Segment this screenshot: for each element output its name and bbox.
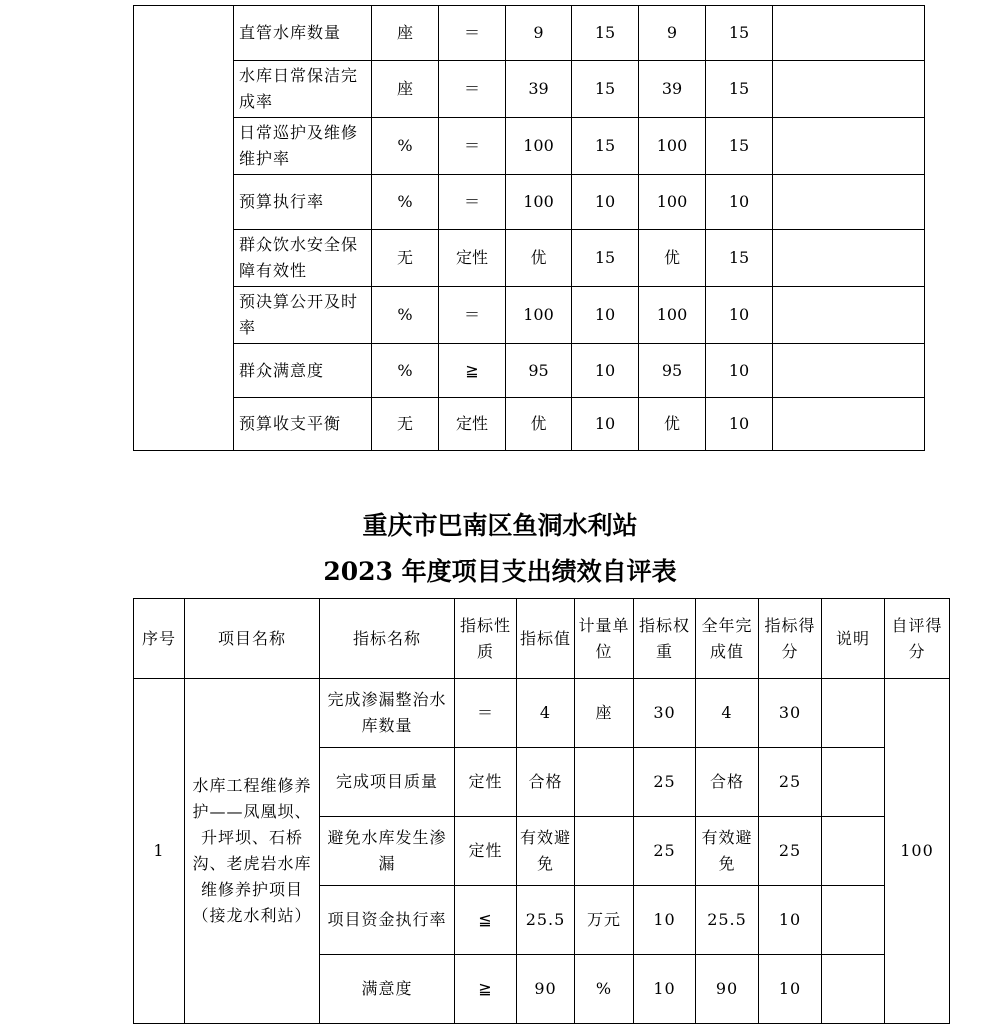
indicator-name: 避免水库发生渗漏	[320, 817, 455, 886]
note-cell	[773, 287, 925, 344]
note-cell	[773, 230, 925, 287]
table-row	[134, 398, 925, 451]
nature-cell: ＝	[439, 175, 506, 230]
weight-cell: 10	[634, 955, 696, 1024]
header-actual: 全年完成值	[696, 599, 759, 679]
note-cell	[773, 6, 925, 61]
nature-cell: 定性	[439, 230, 506, 287]
merged-category-cell	[134, 6, 234, 451]
unit-cell: 座	[575, 679, 634, 748]
header-project: 项目名称	[185, 599, 320, 679]
table-row	[134, 118, 925, 175]
unit-cell: %	[372, 344, 439, 398]
nature-cell: ＝	[439, 118, 506, 175]
nature-cell: 定性	[455, 817, 517, 886]
header-value: 指标值	[517, 599, 575, 679]
target-cell: 100	[506, 175, 572, 230]
nature-cell: ≧	[439, 344, 506, 398]
document-title: 重庆市巴南区鱼洞水利站	[362, 511, 638, 540]
header-note: 说明	[822, 599, 885, 679]
indicator-name: 日常巡护及维修维护率	[234, 118, 372, 175]
weight-cell: 15	[572, 230, 639, 287]
score-cell: 15	[706, 6, 773, 61]
indicator-name: 直管水库数量	[234, 6, 372, 61]
indicator-name: 预算收支平衡	[234, 398, 372, 451]
weight-cell: 10	[572, 398, 639, 451]
score-cell: 15	[706, 118, 773, 175]
indicator-name: 群众满意度	[234, 344, 372, 398]
unit-cell	[575, 817, 634, 886]
table-row	[134, 287, 925, 344]
weight-cell: 15	[572, 118, 639, 175]
value-cell: 25.5	[517, 886, 575, 955]
weight-cell: 10	[572, 175, 639, 230]
value-cell: 有效避免	[517, 817, 575, 886]
score-cell: 30	[759, 679, 822, 748]
value-cell: 合格	[517, 748, 575, 817]
target-cell: 95	[506, 344, 572, 398]
value-cell: 90	[517, 955, 575, 1024]
actual-cell: 4	[696, 679, 759, 748]
actual-cell: 合格	[696, 748, 759, 817]
actual-cell: 100	[639, 118, 706, 175]
weight-cell: 25	[634, 817, 696, 886]
actual-cell: 优	[639, 230, 706, 287]
unit-cell: %	[575, 955, 634, 1024]
weight-cell: 15	[572, 6, 639, 61]
nature-cell: ＝	[439, 61, 506, 118]
weight-cell: 30	[634, 679, 696, 748]
indicator-name: 完成渗漏整治水库数量	[320, 679, 455, 748]
score-cell: 15	[706, 61, 773, 118]
nature-cell: ＝	[439, 6, 506, 61]
score-cell: 10	[759, 886, 822, 955]
nature-cell: 定性	[455, 748, 517, 817]
actual-cell: 9	[639, 6, 706, 61]
indicator-name: 完成项目质量	[320, 748, 455, 817]
unit-cell: 无	[372, 230, 439, 287]
actual-cell: 39	[639, 61, 706, 118]
weight-cell: 25	[634, 748, 696, 817]
weight-cell: 10	[634, 886, 696, 955]
nature-cell: ≧	[455, 955, 517, 1024]
indicator-name: 项目资金执行率	[320, 886, 455, 955]
table-row	[134, 679, 950, 748]
unit-cell: 座	[372, 6, 439, 61]
indicator-name: 满意度	[320, 955, 455, 1024]
value-cell: 4	[517, 679, 575, 748]
table-row	[134, 175, 925, 230]
header-unit: 计量单位	[575, 599, 634, 679]
unit-cell	[575, 748, 634, 817]
score-cell: 10	[706, 175, 773, 230]
unit-cell: 座	[372, 61, 439, 118]
unit-cell: %	[372, 287, 439, 344]
actual-cell: 90	[696, 955, 759, 1024]
target-cell: 优	[506, 230, 572, 287]
weight-cell: 10	[572, 344, 639, 398]
document-subtitle: 2023 年度项目支出绩效自评表	[323, 557, 677, 586]
table-row	[134, 61, 925, 118]
header-nature: 指标性质	[455, 599, 517, 679]
top-indicator-table	[133, 5, 925, 451]
nature-cell: 定性	[439, 398, 506, 451]
actual-cell: 有效避免	[696, 817, 759, 886]
actual-cell: 优	[639, 398, 706, 451]
note-cell	[822, 679, 885, 748]
table-row	[134, 344, 925, 398]
score-cell: 10	[706, 398, 773, 451]
note-cell	[822, 748, 885, 817]
header-self-score: 自评得分	[885, 599, 950, 679]
actual-cell: 95	[639, 344, 706, 398]
self-score-cell: 100	[885, 679, 950, 1024]
unit-cell: 无	[372, 398, 439, 451]
score-cell: 15	[706, 230, 773, 287]
actual-cell: 100	[639, 287, 706, 344]
note-cell	[773, 175, 925, 230]
unit-cell: 万元	[575, 886, 634, 955]
indicator-name: 预决算公开及时率	[234, 287, 372, 344]
note-cell	[822, 955, 885, 1024]
score-cell: 25	[759, 817, 822, 886]
note-cell	[822, 886, 885, 955]
table-row	[134, 230, 925, 287]
weight-cell: 10	[572, 287, 639, 344]
target-cell: 9	[506, 6, 572, 61]
note-cell	[773, 118, 925, 175]
score-cell: 10	[706, 287, 773, 344]
unit-cell: %	[372, 175, 439, 230]
target-cell: 优	[506, 398, 572, 451]
header-score: 指标得分	[759, 599, 822, 679]
header-weight: 指标权重	[634, 599, 696, 679]
note-cell	[822, 817, 885, 886]
header-indicator: 指标名称	[320, 599, 455, 679]
header-row	[134, 599, 950, 679]
target-cell: 100	[506, 118, 572, 175]
project-name-cell: 水库工程维修养护——凤凰坝、升坪坝、石桥沟、老虎岩水库维修养护项目（接龙水利站）	[185, 679, 320, 1024]
header-seq: 序号	[134, 599, 185, 679]
weight-cell: 15	[572, 61, 639, 118]
note-cell	[773, 61, 925, 118]
target-cell: 100	[506, 287, 572, 344]
note-cell	[773, 344, 925, 398]
score-cell: 25	[759, 748, 822, 817]
actual-cell: 25.5	[696, 886, 759, 955]
table-row	[134, 6, 925, 61]
unit-cell: %	[372, 118, 439, 175]
nature-cell: ≦	[455, 886, 517, 955]
performance-self-evaluation-table	[133, 598, 950, 1024]
nature-cell: ＝	[439, 287, 506, 344]
score-cell: 10	[759, 955, 822, 1024]
note-cell	[773, 398, 925, 451]
target-cell: 39	[506, 61, 572, 118]
seq-cell: 1	[134, 679, 185, 1024]
actual-cell: 100	[639, 175, 706, 230]
score-cell: 10	[706, 344, 773, 398]
indicator-name: 水库日常保洁完成率	[234, 61, 372, 118]
indicator-name: 群众饮水安全保障有效性	[234, 230, 372, 287]
indicator-name: 预算执行率	[234, 175, 372, 230]
nature-cell: ＝	[455, 679, 517, 748]
